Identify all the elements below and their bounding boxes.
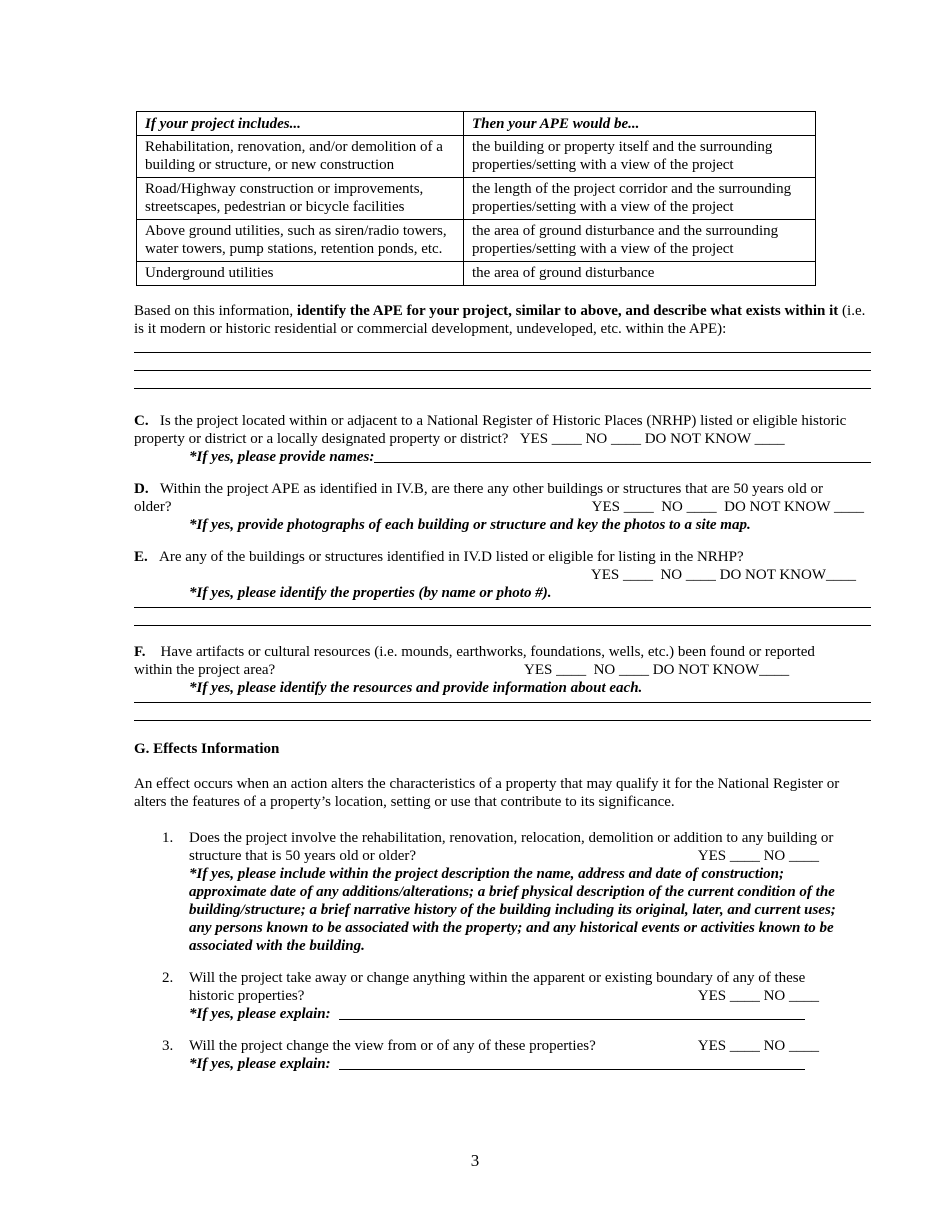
yes-no-choices[interactable]: YES ____ NO ____ DO NOT KNOW____ (524, 662, 790, 678)
question-text: structure that is 50 years old or older? (189, 848, 417, 864)
table-cell: the area of ground disturbance (464, 262, 816, 286)
section-letter: C. (134, 413, 149, 429)
names-field[interactable] (374, 448, 871, 463)
table-cell: Underground utilities (137, 262, 464, 286)
question-text: historic properties? (189, 988, 305, 1004)
table-header-cell: If your project includes... (137, 112, 464, 136)
resources-prompt: *If yes, please identify the resources and provide information about each. (189, 680, 643, 696)
ape-instructions (134, 302, 871, 338)
yes-no-choices[interactable]: YES ____ NO ____ DO NOT KNOW ____ (519, 431, 785, 447)
intro-lead: Based on this information, (134, 303, 297, 319)
yes-no-choices[interactable]: YES ____ NO ____ DO NOT KNOW____ (590, 567, 856, 583)
table-header-cell: Then your APE would be... (464, 112, 816, 136)
question-text: Will the project take away or change anything within the apparent or existing boundary of any of these (189, 970, 806, 986)
question-text: Within the project APE as identified in IV.B, are there any other buildings or structures that are 50 years old or (159, 481, 823, 497)
photo-instructions: *If yes, provide photographs of each building or structure and key the photos to a site map. (189, 517, 751, 533)
table-cell: Above ground utilities, such as siren/radio towers, water towers, pump stations, retention ponds, etc. (137, 220, 464, 262)
explain-field[interactable] (339, 1055, 805, 1070)
question-text: Will the project change the view from or of any of these properties? (189, 1038, 596, 1054)
answer-line[interactable] (134, 353, 871, 371)
question-text: Is the project located within or adjacent to a National Register of Historic Places (NRHP) listed or eligible historic property or district or a locally designated property or district? (134, 413, 847, 447)
section-letter: E. (134, 549, 148, 565)
section-f (134, 643, 871, 721)
answer-line[interactable] (134, 371, 871, 389)
item-number: 1. (162, 830, 174, 846)
yes-no-choices[interactable]: YES ____ NO ____ (697, 1038, 819, 1054)
explain-prompt: *If yes, please explain: (189, 1006, 331, 1022)
yes-no-choices[interactable]: YES ____ NO ____ DO NOT KNOW ____ (591, 499, 864, 515)
section-c (134, 412, 871, 466)
intro-rest: (i.e. is it modern or historic residential or commercial development, undeveloped, etc. within the APE): (134, 303, 866, 337)
question-text: Are any of the buildings or structures identified in IV.D listed or eligible for listing in the NRHP? (159, 549, 744, 565)
document-page (134, 111, 871, 1073)
table-header-row (137, 112, 816, 136)
section-heading: G. Effects Information (134, 741, 280, 757)
answer-line[interactable] (134, 703, 871, 721)
table-cell: the area of ground disturbance and the surrounding properties/setting with a view of the project (464, 220, 816, 262)
effects-intro: An effect occurs when an action alters the characteristics of a property that may qualify it for the National Register or alters the features of a property’s location, setting or use that contribute to its significance. (134, 776, 840, 810)
answer-line[interactable] (134, 338, 871, 353)
question-text: Have artifacts or cultural resources (i.e. mounds, earthworks, foundations, wells, etc.) been found or reported (160, 644, 815, 660)
question-text: Does the project involve the rehabilitation, renovation, relocation, demolition or addition to any building or (189, 830, 834, 846)
table-cell: the building or property itself and the surrounding properties/setting with a view of the project (464, 136, 816, 178)
properties-prompt: *If yes, please identify the properties (by name or photo #). (189, 585, 552, 601)
question-text: within the project area? (134, 662, 276, 678)
table-cell: Road/Highway construction or improvements, streetscapes, pedestrian or bicycle facilities (137, 178, 464, 220)
table-row (137, 262, 816, 286)
section-e (134, 548, 871, 626)
section-g (134, 740, 871, 1073)
names-prompt: *If yes, please provide names: (189, 449, 375, 465)
table-row (137, 136, 816, 178)
table-cell: the length of the project corridor and the surrounding properties/setting with a view of the project (464, 178, 816, 220)
list-item (134, 829, 871, 955)
question-text: older? (134, 499, 172, 515)
list-item (134, 969, 871, 1023)
explain-prompt: *If yes, please explain: (189, 1056, 331, 1072)
table-row (137, 178, 816, 220)
table-row (137, 220, 816, 262)
answer-line[interactable] (134, 608, 871, 626)
item-number: 3. (162, 1038, 174, 1054)
yes-no-choices[interactable]: YES ____ NO ____ (697, 848, 819, 864)
table-cell: Rehabilitation, renovation, and/or demolition of a building or structure, or new construction (137, 136, 464, 178)
yes-no-choices[interactable]: YES ____ NO ____ (697, 988, 819, 1004)
description-instructions: *If yes, please include within the project description the name, address and date of construction; approximate date of any additions/alterations; a brief physical description of the current condition of the building/structure; a brief narrative history of the building including its original, later, and current uses; any persons known to be associated with the property; and any historical events or activities known to be associated with the building. (189, 866, 836, 954)
section-letter: F. (134, 644, 146, 660)
ape-table (136, 111, 816, 286)
item-number: 2. (162, 970, 174, 986)
explain-field[interactable] (339, 1005, 805, 1020)
page-number: 3 (470, 1151, 480, 1170)
intro-bold: identify the APE for your project, similar to above, and describe what exists within it (296, 303, 839, 319)
section-d (134, 480, 871, 534)
section-letter: D. (134, 481, 149, 497)
list-item (134, 1037, 871, 1073)
